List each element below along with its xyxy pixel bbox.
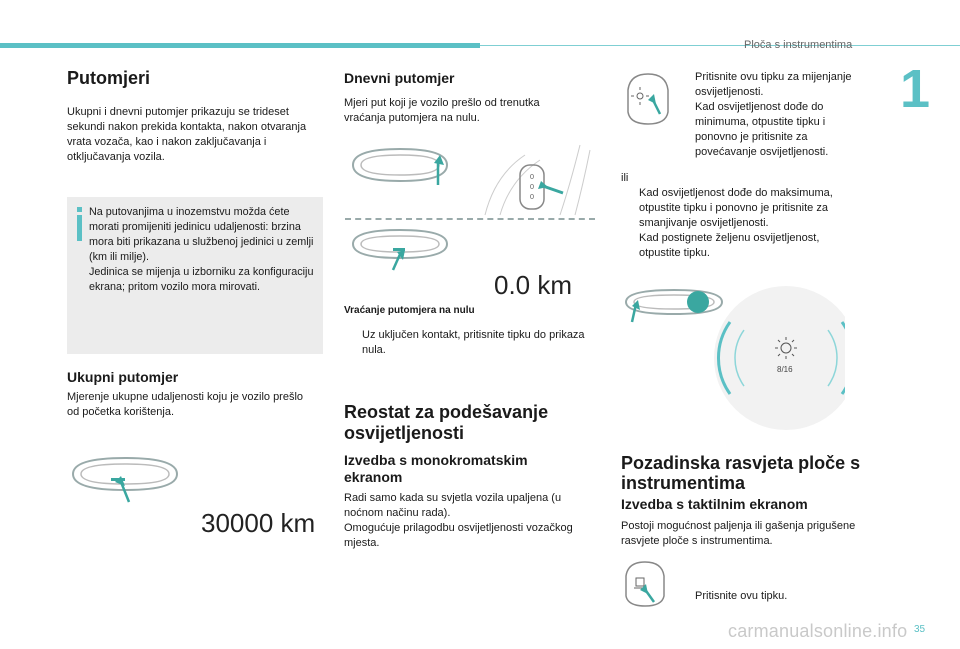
backlight-button-illustration	[620, 558, 670, 610]
page-number: 35	[914, 624, 926, 635]
dimmer-title: Reostat za podešavanje osvijetljenosti	[344, 402, 549, 443]
backlight-instruction-text: Pritisnite ovu tipku.	[695, 590, 788, 602]
odometer-text: Mjerenje ukupne udaljenosti koju je vozilo prešlo od početka korištenja.	[67, 391, 304, 418]
odometers-intro: Ukupni i dnevni putomjer prikazuju se trideset sekundi nakon prekida kontakta, nakon otvaranja vrata vozača, kao i nakon zaključavanja i otključavanja vozila.	[67, 106, 307, 163]
info-note-text: Na putovanjima u inozemstvu možda ćete morati promijeniti jedinicu udaljenosti: brzina mora biti prikazana u službenoj jedinici u zemlji (km ili milje). Jedinica se mijenja u izborniku za konfiguraciju ekrana; pritom vozilo mora mirovati.	[89, 206, 314, 293]
trip-meter-value: 0.0 km	[494, 270, 573, 300]
trip-meter-title: Dnevni putomjer	[344, 70, 455, 86]
chapter-number: 1	[900, 59, 931, 119]
list-item: Kad postignete željenu osvijetljenost, otpustite tipku.	[639, 232, 820, 259]
section-title-odometers: Putomjeri	[67, 68, 151, 88]
list-item: Kad osvijetljenost dođe do minimuma, otpustite tipku i ponovno je pritisnite za povećavanje osvijetljenosti.	[695, 101, 829, 158]
brightness-level-value: 8/16	[777, 365, 793, 374]
backlight-instruction	[677, 589, 875, 604]
mono-screen-text: Radi samo kada su svjetla vozila upaljena (u noćnom načinu rada). Omogućuje prilagodbu osvijetljenosti vozačkog mjesta.	[344, 492, 573, 549]
list-item: Pritisnite ovu tipku za mijenjanje osvijetljenosti.	[695, 71, 852, 98]
chapter-title: Ploča s instrumentima	[744, 39, 853, 51]
reset-instruction-text: Uz uključen kontakt, pritisnite tipku do prikaza nula.	[362, 329, 585, 356]
list-item: Kad osvijetljenost dođe do maksimuma, otpustite tipku i ponovno je pritisnite za smanjivanje osvijetljenosti.	[639, 187, 833, 229]
reset-subtitle: Vraćanje putomjera na nulu	[344, 305, 475, 316]
or-label: ili	[621, 172, 629, 184]
header-rule	[480, 45, 960, 46]
touch-screen-title: Izvedba s taktilnim ekranom	[621, 496, 808, 512]
trip-reset-button-illustration	[345, 135, 595, 220]
reset-instruction	[344, 328, 592, 358]
backlight-title: Pozadinska rasvjeta ploče s instrumentima	[621, 453, 861, 493]
trip-meter-text: Mjeri put koji je vozilo prešlo od trenutka vraćanja putomjera na nulu.	[344, 97, 540, 124]
watermark: carmanualsonline.info	[728, 621, 908, 641]
info-icon	[77, 207, 82, 241]
dimmer-alt-steps-list	[621, 186, 861, 261]
odometer-value: 30000 km	[201, 508, 316, 538]
dimmer-steps-list	[677, 70, 867, 160]
touch-screen-text: Postoji mogućnost paljenja ili gašenja prigušene rasvjete ploče s instrumentima.	[621, 520, 856, 547]
separator-dashed	[345, 218, 595, 220]
brightness-level-illustration	[620, 282, 845, 434]
odometer-title: Ukupni putomjer	[67, 369, 179, 385]
svg-text:0: 0	[529, 183, 535, 191]
svg-text:0: 0	[529, 193, 535, 201]
trip-meter-display-illustration	[345, 222, 465, 277]
odometer-display-illustration	[65, 450, 185, 510]
header-bar	[0, 43, 480, 48]
svg-text:0: 0	[529, 173, 535, 181]
dimmer-button-illustration	[620, 70, 676, 128]
mono-screen-title: Izvedba s monokromatskim ekranom	[344, 452, 528, 485]
